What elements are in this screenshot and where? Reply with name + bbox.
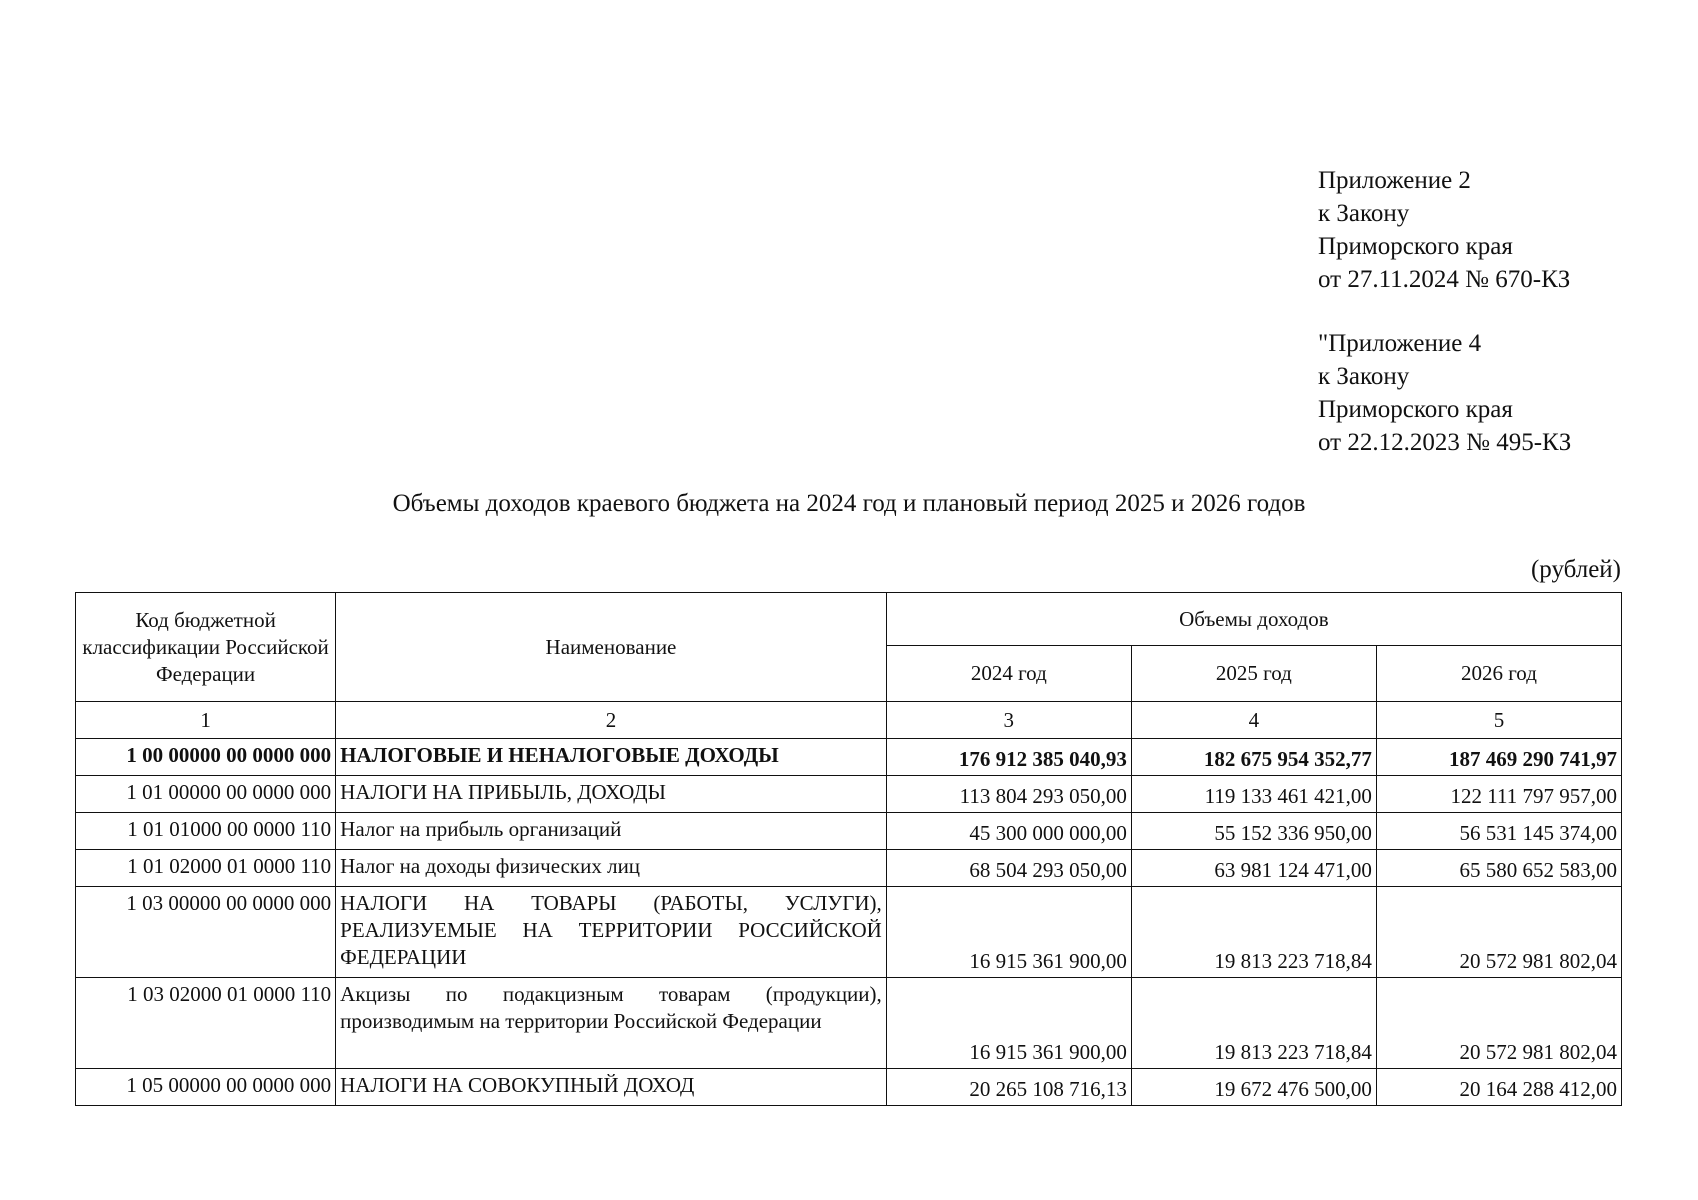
appendix-current-reference	[1318, 164, 1570, 296]
row-value-2025: 119 133 461 421,00	[1131, 776, 1376, 813]
appendix-amended-reference	[1318, 327, 1571, 459]
header-year-2025: 2025 год	[1131, 646, 1376, 702]
row-value-2024: 68 504 293 050,00	[886, 850, 1131, 887]
row-name: Налог на доходы физических лиц	[336, 850, 887, 887]
row-value-2024: 16 915 361 900,00	[886, 887, 1131, 978]
appendix-current-line4: от 27.11.2024 № 670-КЗ	[1318, 266, 1571, 293]
row-name: НАЛОГИ НА ТОВАРЫ (РАБОТЫ, УСЛУГИ), РЕАЛИЗУЕМЫЕ НА ТЕРРИТОРИИ РОССИЙСКОЙ ФЕДЕРАЦИИ	[336, 887, 887, 978]
row-value-2025: 182 675 954 352,77	[1131, 739, 1376, 776]
row-value-2025: 19 813 223 718,84	[1131, 887, 1376, 978]
row-value-2026: 65 580 652 583,00	[1376, 850, 1621, 887]
appendix-amended-line1: "Приложение 4	[1318, 330, 1482, 357]
row-value-2026: 187 469 290 741,97	[1376, 739, 1621, 776]
row-value-2026: 122 111 797 957,00	[1376, 776, 1621, 813]
row-code: 1 03 02000 01 0000 110	[76, 978, 336, 1069]
row-code: 1 03 00000 00 0000 000	[76, 887, 336, 978]
units-label: (рублей)	[1530, 556, 1621, 583]
row-value-2025: 19 672 476 500,00	[1131, 1069, 1376, 1106]
table-row	[76, 739, 1622, 776]
column-number: 2	[336, 702, 887, 739]
appendix-current-line1: Приложение 2	[1318, 167, 1471, 194]
row-code: 1 01 00000 00 0000 000	[76, 776, 336, 813]
row-value-2026: 20 164 288 412,00	[1376, 1069, 1621, 1106]
table-row	[76, 850, 1622, 887]
table-row	[76, 887, 1622, 978]
row-name: НАЛОГИ НА ПРИБЫЛЬ, ДОХОДЫ	[336, 776, 887, 813]
header-year-2024: 2024 год	[886, 646, 1131, 702]
header-year-2026: 2026 год	[1376, 646, 1621, 702]
row-value-2026: 56 531 145 374,00	[1376, 813, 1621, 850]
row-value-2024: 16 915 361 900,00	[886, 978, 1131, 1069]
table-row	[76, 978, 1622, 1069]
column-number: 4	[1131, 702, 1376, 739]
column-number: 5	[1376, 702, 1621, 739]
row-value-2026: 20 572 981 802,04	[1376, 887, 1621, 978]
row-value-2024: 45 300 000 000,00	[886, 813, 1131, 850]
income-table	[75, 592, 1622, 1106]
column-number: 1	[76, 702, 336, 739]
row-name: Налог на прибыль организаций	[336, 813, 887, 850]
appendix-amended-line3: Приморского края	[1318, 396, 1513, 423]
document-title: Объемы доходов краевого бюджета на 2024 год и плановый период 2025 и 2026 годов	[392, 490, 1306, 517]
row-value-2025: 63 981 124 471,00	[1131, 850, 1376, 887]
appendix-amended-line4: от 22.12.2023 № 495-КЗ	[1318, 429, 1572, 456]
appendix-amended-line2: к Закону	[1318, 363, 1410, 390]
appendix-current-line2: к Закону	[1318, 200, 1410, 227]
row-name: НАЛОГИ НА СОВОКУПНЫЙ ДОХОД	[336, 1069, 887, 1106]
appendix-current-line3: Приморского края	[1318, 233, 1513, 260]
row-code: 1 01 02000 01 0000 110	[76, 850, 336, 887]
table-row	[76, 813, 1622, 850]
row-value-2025: 19 813 223 718,84	[1131, 978, 1376, 1069]
row-value-2025: 55 152 336 950,00	[1131, 813, 1376, 850]
row-name: НАЛОГОВЫЕ И НЕНАЛОГОВЫЕ ДОХОДЫ	[336, 739, 887, 776]
row-code: 1 05 00000 00 0000 000	[76, 1069, 336, 1106]
row-value-2026: 20 572 981 802,04	[1376, 978, 1621, 1069]
row-code: 1 00 00000 00 0000 000	[76, 739, 336, 776]
header-name: Наименование	[336, 593, 887, 702]
row-value-2024: 20 265 108 716,13	[886, 1069, 1131, 1106]
table-row	[76, 1069, 1622, 1106]
row-value-2024: 176 912 385 040,93	[886, 739, 1131, 776]
table-row	[76, 776, 1622, 813]
header-code: Код бюджетной классификации Российской Федерации	[76, 593, 336, 702]
column-number: 3	[886, 702, 1131, 739]
row-name: Акцизы по подакцизным товарам (продукции), производимым на территории Российской Федерации	[336, 978, 887, 1069]
row-code: 1 01 01000 00 0000 110	[76, 813, 336, 850]
row-value-2024: 113 804 293 050,00	[886, 776, 1131, 813]
header-income-volumes: Объемы доходов	[886, 593, 1621, 646]
